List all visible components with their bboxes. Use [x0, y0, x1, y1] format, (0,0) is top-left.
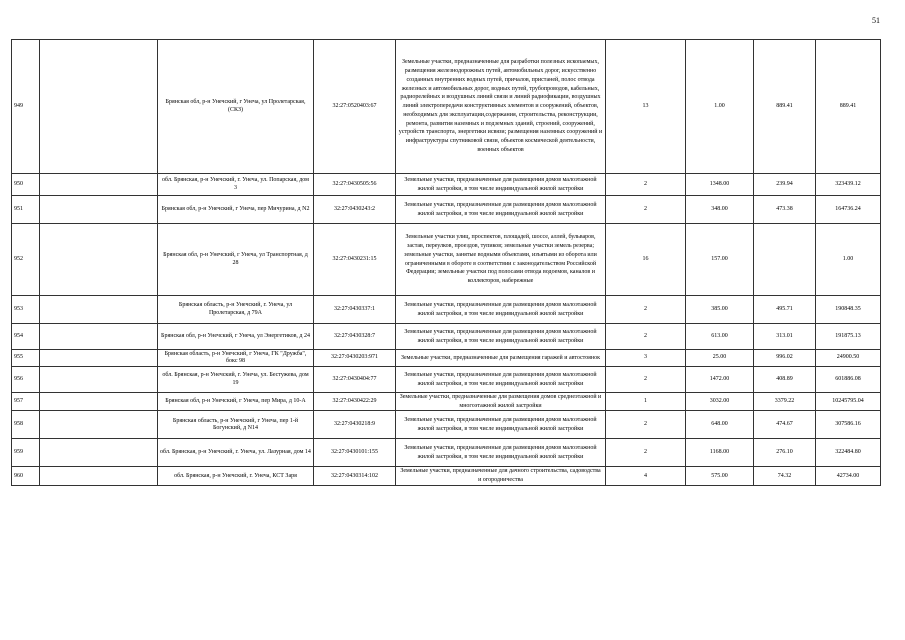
land-purpose: Земельные участки, предназначенные для дачного строительства, садоводства и огородничества: [396, 467, 606, 485]
address: Брянская обл, р-н Унечский, г Унеча, пер Мира, д 10-А: [158, 393, 314, 411]
group-code: 4: [606, 467, 686, 485]
cadastral-value: 191875.13: [816, 324, 881, 350]
group-code: 2: [606, 324, 686, 350]
row-number: 951: [12, 196, 40, 224]
empty-cell: [40, 324, 158, 350]
rate: 996.02: [754, 350, 816, 367]
rate: 313.01: [754, 324, 816, 350]
row-number: 953: [12, 296, 40, 324]
area: 348.00: [686, 196, 754, 224]
land-purpose: Земельные участки, предназначенные для размещения домов малоэтажной жилой застройки, в том числе индивидуальной жилой застройки: [396, 411, 606, 439]
cadastral-number: 32:27:0430422:29: [314, 393, 396, 411]
table-row: [12, 439, 881, 467]
group-code: 2: [606, 411, 686, 439]
cadastral-value: 190848.35: [816, 296, 881, 324]
address: Брянская область, р-н Унечский, г Унеча, пер 1-й Богунский, д N14: [158, 411, 314, 439]
rate: 276.10: [754, 439, 816, 467]
group-code: 2: [606, 196, 686, 224]
area: 1.00: [686, 40, 754, 174]
group-code: 1: [606, 393, 686, 411]
address: Брянская область, р-н Унечский, г Унеча, ГК "Дружба", бокс 98: [158, 350, 314, 367]
empty-cell: [40, 350, 158, 367]
row-number: 949: [12, 40, 40, 174]
cadastral-number: 32:27:0430328:7: [314, 324, 396, 350]
rate: 408.89: [754, 367, 816, 393]
cadastral-number: 32:27:0430404:77: [314, 367, 396, 393]
row-number: 956: [12, 367, 40, 393]
table-row: [12, 196, 881, 224]
empty-cell: [40, 439, 158, 467]
address: обл. Брянская, р-н Унечский, г. Унеча, КСТ Заря: [158, 467, 314, 485]
table-row: [12, 40, 881, 174]
cadastral-number: 32:27:0430101:155: [314, 439, 396, 467]
cadastral-value: 889.41: [816, 40, 881, 174]
row-number: 954: [12, 324, 40, 350]
land-purpose: Земельные участки, предназначенные для размещения домов малоэтажной жилой застройки, в том числе индивидуальной жилой застройки: [396, 439, 606, 467]
address: Брянская обл, р-н Унечский, г Унеча, пер Мичурина, д N2: [158, 196, 314, 224]
empty-cell: [40, 296, 158, 324]
land-plots-table: [11, 39, 881, 486]
rate: 889.41: [754, 40, 816, 174]
cadastral-value: 1.00: [816, 224, 881, 296]
land-purpose: Земельные участки, предназначенные для разработки полезных ископаемых, размещения железнодорожных путей, автомобильных дорог, искусственно созданных внутренних водных путей, причалов, пристаней, полос отвода железных и автомобильных дорог, водных путей, трубопроводов, кабельных, радиорелейных и воздушных линий связи и линий радиофикации, воздушных линий электропередачи конструктивных элементов и сооружений, объектов, необходимых для эксплуатации,содержания, строительства, реконструкции, ремонта, развития наземных и подземных зданий, строений, сооружений, устройств транспорта, энергетики исвязи; размещения наземных сооружений и инфраструктуры спутниковой связи, объектов космической деятельности, военных объектов: [396, 40, 606, 174]
row-number: 957: [12, 393, 40, 411]
area: 613.00: [686, 324, 754, 350]
cadastral-value: 164736.24: [816, 196, 881, 224]
group-code: 3: [606, 350, 686, 367]
cadastral-value: 601886.08: [816, 367, 881, 393]
area: 385.00: [686, 296, 754, 324]
land-purpose: Земельные участки улиц, проспектов, площадей, шоссе, аллей, бульваров, застав, переулков, проездов, тупиков; земельные участки земель резерва; земельные участки, занятые водными объектами, изъятыми из оборота или ограниченными в обороте в соответствии с законодательством Российской Федерации; земельные участки под полосами отвода водоемов, каналов и коллекторов, набережные: [396, 224, 606, 296]
empty-cell: [40, 411, 158, 439]
area: 648.00: [686, 411, 754, 439]
address: обл. Брянская, р-н Унечский, г. Унеча, ул. Лазурная, дом 14: [158, 439, 314, 467]
table-row: [12, 296, 881, 324]
address: Брянская область, р-н Унечский, г. Унеча, ул Пролетарская, д 79А: [158, 296, 314, 324]
empty-cell: [40, 196, 158, 224]
cadastral-number: 32:27:0430243:2: [314, 196, 396, 224]
row-number: 960: [12, 467, 40, 485]
group-code: 2: [606, 439, 686, 467]
group-code: 2: [606, 174, 686, 196]
rate: 3379.22: [754, 393, 816, 411]
empty-cell: [40, 174, 158, 196]
empty-cell: [40, 224, 158, 296]
area: 1348.00: [686, 174, 754, 196]
address: Брянская обл, р-н Унечский, г Унеча, ул Энергетиков, д 24: [158, 324, 314, 350]
land-purpose: Земельные участки, предназначенные для размещения домов малоэтажной жилой застройки, в том числе индивидуальной жилой застройки: [396, 367, 606, 393]
address: Брянская обл, р-н Унечский, г Унеча, ул Пролетарская, (СКЗ): [158, 40, 314, 174]
address: Брянская обл, р-н Унечский, г Унеча, ул Транспортная, д 28: [158, 224, 314, 296]
cadastral-number: 32:27:0430203:971: [314, 350, 396, 367]
rate: 239.94: [754, 174, 816, 196]
page-number: 51: [872, 16, 880, 25]
row-number: 950: [12, 174, 40, 196]
area: 575.00: [686, 467, 754, 485]
row-number: 958: [12, 411, 40, 439]
cadastral-value: 307586.16: [816, 411, 881, 439]
group-code: 2: [606, 296, 686, 324]
table-row: [12, 411, 881, 439]
land-purpose: Земельные участки, предназначенные для размещения гаражей и автостоянок: [396, 350, 606, 367]
row-number: 955: [12, 350, 40, 367]
area: 25.00: [686, 350, 754, 367]
table-row: [12, 174, 881, 196]
address: обл. Брянская, р-н Унечский, г. Унеча, ул. Бестужева, дом 19: [158, 367, 314, 393]
cadastral-value: 42734.00: [816, 467, 881, 485]
empty-cell: [40, 367, 158, 393]
land-purpose: Земельные участки, предназначенные для размещения домов малоэтажной жилой застройки, в том числе индивидуальной жилой застройки: [396, 196, 606, 224]
cadastral-value: 10245795.04: [816, 393, 881, 411]
land-purpose: Земельные участки, предназначенные для размещения домов среднеэтажной и многоэтажной жилой застройки: [396, 393, 606, 411]
rate: [754, 224, 816, 296]
cadastral-number: 32:27:0430337:1: [314, 296, 396, 324]
row-number: 952: [12, 224, 40, 296]
empty-cell: [40, 40, 158, 174]
group-code: 2: [606, 367, 686, 393]
cadastral-number: 32:27:0430218:9: [314, 411, 396, 439]
cadastral-number: 32:27:0520403:67: [314, 40, 396, 174]
cadastral-number: 32:27:0430231:15: [314, 224, 396, 296]
cadastral-number: 32:27:0430505:56: [314, 174, 396, 196]
area: 1472.00: [686, 367, 754, 393]
land-purpose: Земельные участки, предназначенные для размещения домов малоэтажной жилой застройки, в том числе индивидуальной жилой застройки: [396, 296, 606, 324]
empty-cell: [40, 467, 158, 485]
row-number: 959: [12, 439, 40, 467]
empty-cell: [40, 393, 158, 411]
rate: 473.38: [754, 196, 816, 224]
land-purpose: Земельные участки, предназначенные для размещения домов малоэтажной жилой застройки, в том числе индивидуальной жилой застройки: [396, 174, 606, 196]
group-code: 16: [606, 224, 686, 296]
rate: 74.32: [754, 467, 816, 485]
table-row: [12, 324, 881, 350]
table-row: [12, 350, 881, 367]
table-row: [12, 393, 881, 411]
area: 157.00: [686, 224, 754, 296]
group-code: 13: [606, 40, 686, 174]
cadastral-value: 24900.50: [816, 350, 881, 367]
land-purpose: Земельные участки, предназначенные для размещения домов малоэтажной жилой застройки, в том числе индивидуальной жилой застройки: [396, 324, 606, 350]
cadastral-value: 323439.12: [816, 174, 881, 196]
rate: 474.67: [754, 411, 816, 439]
table-row: [12, 367, 881, 393]
area: 1168.00: [686, 439, 754, 467]
table-row: [12, 224, 881, 296]
table-row: [12, 467, 881, 485]
rate: 495.71: [754, 296, 816, 324]
cadastral-value: 322484.80: [816, 439, 881, 467]
address: обл. Брянская, р-н Унечский, г. Унеча, ул. Попарская, дом 3: [158, 174, 314, 196]
cadastral-number: 32:27:0430314:102: [314, 467, 396, 485]
area: 3032.00: [686, 393, 754, 411]
